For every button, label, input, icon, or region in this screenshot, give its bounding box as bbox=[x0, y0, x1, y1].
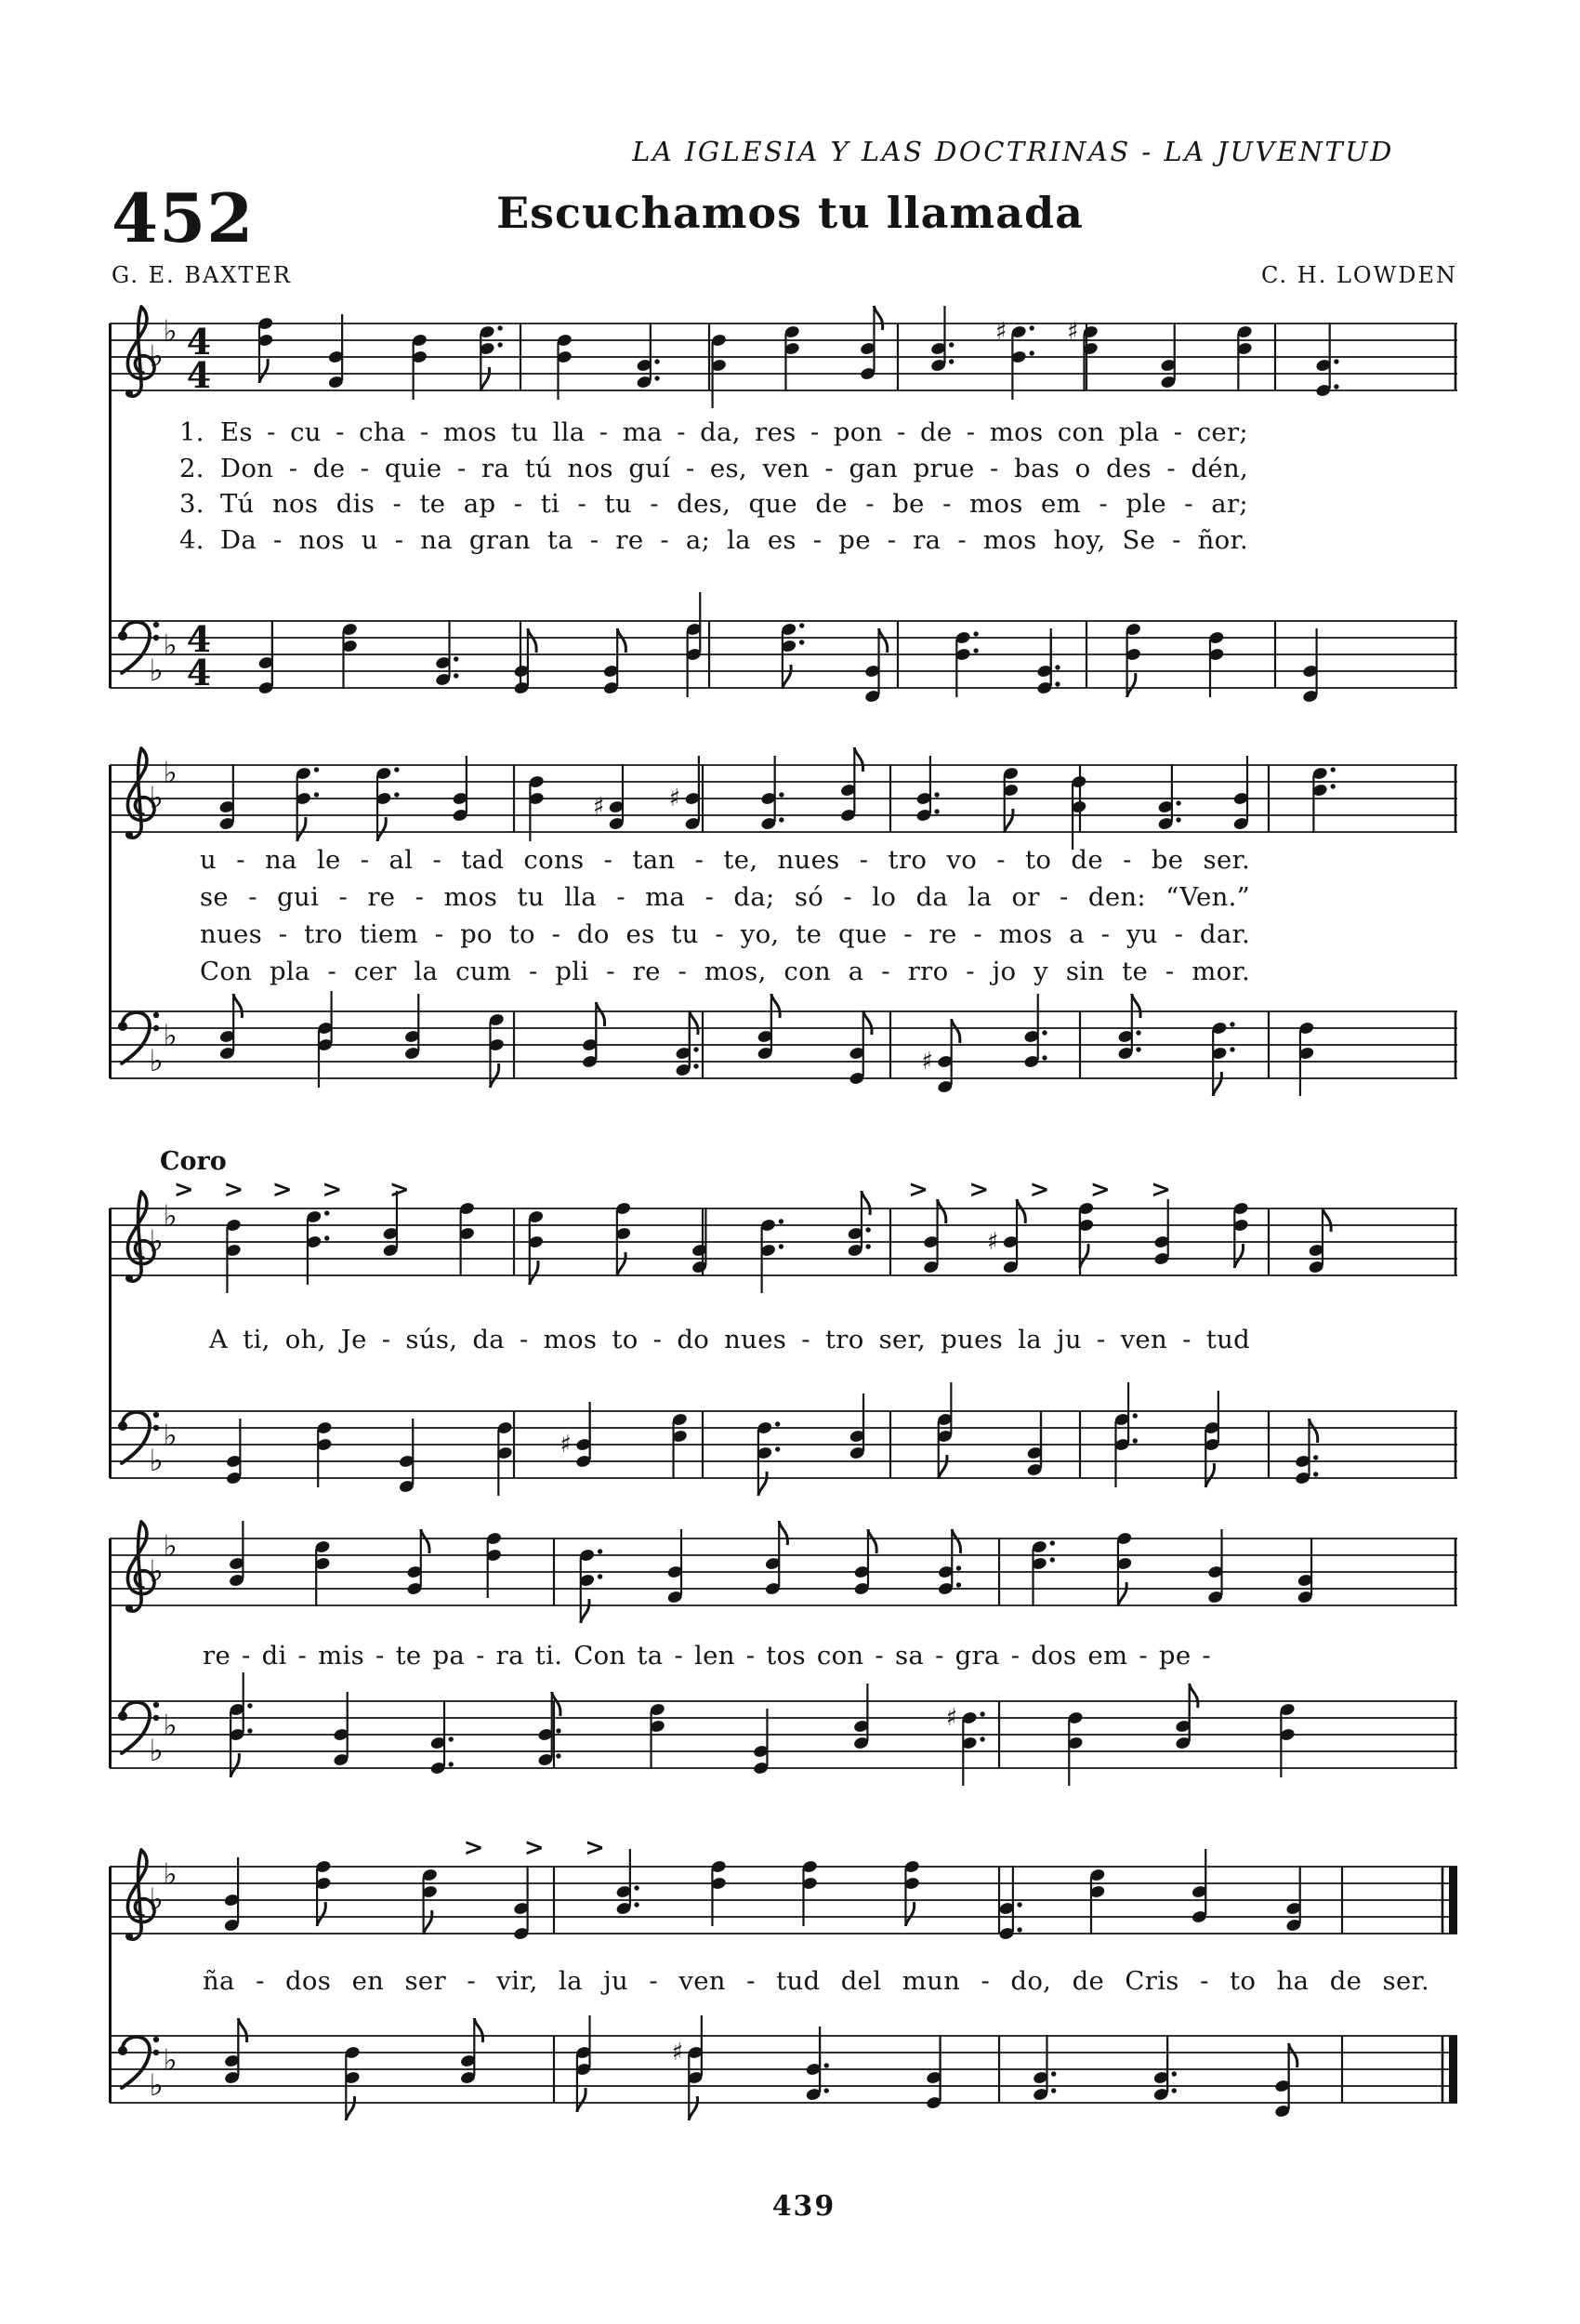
svg-text:♭: ♭ bbox=[149, 1043, 164, 1078]
svg-text:♭: ♭ bbox=[149, 1223, 164, 1259]
svg-text:>: > bbox=[223, 1176, 244, 1204]
stanza-text: Tú nos dis - te ap - ti - tu - des, que de - be - mos em - ple - ar; bbox=[220, 489, 1248, 519]
svg-text:♯: ♯ bbox=[560, 1431, 573, 1459]
svg-text:♭: ♭ bbox=[163, 1198, 178, 1234]
stanza-text: Es - cu - cha - mos tu lla - ma - da, res - pon - de - mos con pla - cer; bbox=[220, 417, 1248, 447]
svg-text:♭: ♭ bbox=[163, 755, 178, 790]
stanza-number: 3. bbox=[179, 489, 204, 519]
chorus-text: A ti, oh, Je - sús, da - mos to - do nues - tro ser, pues la ju - ven - tud bbox=[209, 1325, 1250, 1354]
svg-text:♭: ♭ bbox=[149, 2067, 164, 2103]
svg-text:>: > bbox=[322, 1176, 343, 1204]
svg-text:4: 4 bbox=[186, 618, 212, 660]
stanza-text: Con pla - cer la cum - pli - re - mos, con a - rro - jo y sin te - mor. bbox=[200, 957, 1250, 986]
stanza-text: Da - nos u - na gran ta - re - a; la es - pe - ra - mos hoy, Se - ñor. bbox=[220, 524, 1248, 555]
composer-credit: C. H. LOWDEN bbox=[1261, 262, 1457, 288]
svg-text:>: > bbox=[173, 1176, 194, 1204]
svg-text:>: > bbox=[523, 1834, 545, 1862]
stanza-text: nues - tro tiem - po to - do es tu - yo, te que - re - mos a - yu - dar. bbox=[200, 919, 1250, 949]
treble-staff-system-4 bbox=[110, 1490, 1457, 1648]
svg-text:>: > bbox=[968, 1176, 990, 1204]
bass-staff-system-5 bbox=[110, 1995, 1457, 2172]
svg-text:♭: ♭ bbox=[163, 1856, 178, 1892]
svg-text:>: > bbox=[1151, 1176, 1171, 1204]
verse-line-3-cont bbox=[200, 916, 1250, 953]
chorus-text: ña - dos en ser - vir, la ju - ven - tud del mun - do, de Cris - to ha de ser. bbox=[203, 1966, 1429, 1996]
chorus-text: re - di - mis - te pa - ra ti. Con ta - len - tos con - sa - gra - dos em - pe - bbox=[203, 1641, 1211, 1670]
bass-staff-system-4 bbox=[110, 1660, 1457, 1837]
svg-text:♭: ♭ bbox=[163, 627, 178, 663]
svg-text:♯: ♯ bbox=[592, 793, 605, 821]
svg-text:♭: ♭ bbox=[163, 313, 178, 349]
svg-text:♭: ♭ bbox=[149, 1733, 164, 1768]
svg-text:♭: ♭ bbox=[149, 780, 164, 815]
svg-text:>: > bbox=[1029, 1176, 1050, 1204]
treble-staff-system-1 bbox=[110, 275, 1457, 433]
verse-line-4-cont bbox=[200, 953, 1250, 990]
svg-text:♯: ♯ bbox=[994, 318, 1007, 346]
svg-text:♭: ♭ bbox=[149, 338, 164, 374]
svg-text:♭: ♭ bbox=[149, 1553, 164, 1589]
stanza-text: se - gui - re - mos tu lla - ma - da; só - lo da la or - den: “Ven.” bbox=[200, 882, 1250, 912]
svg-text:♭: ♭ bbox=[163, 1528, 178, 1564]
hymn-title: Escuchamos tu llamada bbox=[496, 188, 1084, 238]
page-number: 439 bbox=[771, 2190, 836, 2223]
stanza-text: u - na le - al - tad cons - tan - te, nues - tro vo - to de - be ser. bbox=[200, 845, 1250, 875]
stanza-text: Don - de - quie - ra tú nos guí - es, ven - gan prue - bas o des - dén, bbox=[220, 453, 1248, 483]
stanza-number: 2. bbox=[179, 453, 204, 483]
chorus-line-3 bbox=[203, 1963, 1429, 2000]
running-head: LA IGLESIA Y LAS DOCTRINAS - LA JUVENTUD bbox=[632, 136, 1394, 167]
svg-text:>: > bbox=[271, 1176, 293, 1204]
svg-text:>: > bbox=[585, 1834, 605, 1862]
svg-text:>: > bbox=[1089, 1176, 1111, 1204]
svg-text:♯: ♯ bbox=[986, 1228, 999, 1256]
treble-staff-system-5 bbox=[110, 1818, 1457, 1976]
bass-staff-system-2 bbox=[110, 971, 1457, 1147]
chorus-line-1 bbox=[209, 1322, 1250, 1358]
verse-line-2 bbox=[179, 451, 1248, 487]
svg-text:>: > bbox=[908, 1176, 928, 1204]
svg-text:♯: ♯ bbox=[945, 1704, 958, 1732]
svg-text:>: > bbox=[463, 1834, 484, 1862]
svg-text:4: 4 bbox=[186, 321, 212, 363]
verse-block-1 bbox=[179, 415, 1248, 558]
verse-line-2-cont bbox=[200, 878, 1250, 916]
verse-line-1 bbox=[179, 415, 1248, 451]
chorus-label: Coro bbox=[160, 1147, 227, 1176]
stanza-number: 1. bbox=[179, 417, 204, 447]
svg-text:♯: ♯ bbox=[668, 785, 681, 812]
svg-text:♭: ♭ bbox=[163, 1418, 178, 1453]
verse-line-1-cont bbox=[200, 841, 1250, 878]
svg-text:♭: ♭ bbox=[163, 2042, 178, 2078]
svg-text:♭: ♭ bbox=[149, 1443, 164, 1478]
svg-text:4: 4 bbox=[186, 652, 212, 693]
treble-staff-system-3 bbox=[110, 1160, 1457, 1318]
svg-text:♭: ♭ bbox=[149, 653, 164, 688]
svg-text:♭: ♭ bbox=[149, 1882, 164, 1917]
verse-line-4 bbox=[179, 522, 1248, 559]
verse-line-3 bbox=[179, 486, 1248, 522]
lyricist-credit: G. E. BAXTER bbox=[112, 262, 293, 288]
svg-text:♯: ♯ bbox=[671, 2039, 684, 2067]
svg-text:♯: ♯ bbox=[921, 1048, 934, 1076]
svg-text:>: > bbox=[388, 1176, 410, 1204]
svg-text:4: 4 bbox=[186, 354, 212, 396]
stanza-number: 4. bbox=[179, 524, 204, 555]
verse-block-2 bbox=[200, 841, 1250, 990]
svg-text:♯: ♯ bbox=[1066, 318, 1079, 346]
hymn-number: 452 bbox=[112, 178, 255, 257]
svg-text:♭: ♭ bbox=[163, 1708, 178, 1743]
chorus-line-2 bbox=[203, 1638, 1211, 1674]
svg-text:♭: ♭ bbox=[163, 1018, 178, 1053]
